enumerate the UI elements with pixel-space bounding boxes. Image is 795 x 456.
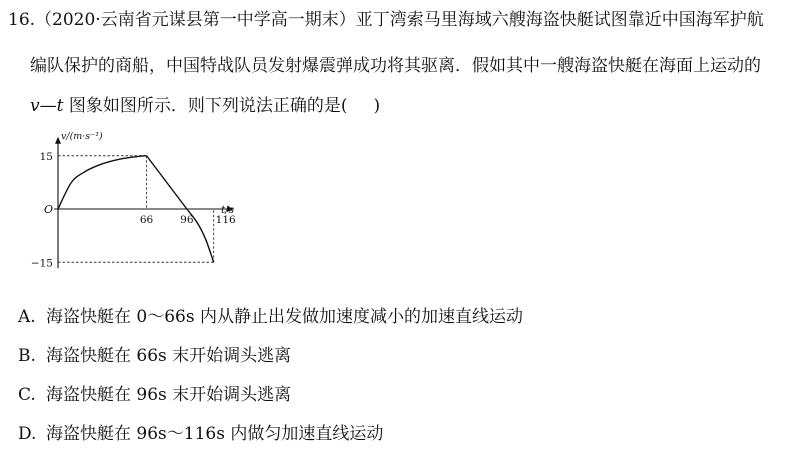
option-d-letter: D. [18, 424, 37, 444]
option-a-letter: A. [18, 307, 36, 327]
vt-graph [20, 128, 260, 270]
option-d-text: 海盗快艇在 96s～116s 内做匀加速直线运动 [46, 424, 384, 444]
question-line-3-close: ) [373, 96, 381, 116]
option-c-letter: C. [18, 385, 36, 405]
option-b[interactable] [18, 345, 291, 367]
option-b-text: 海盗快艇在 66s 末开始调头逃离 [46, 346, 292, 366]
x-tick-label: 116 [215, 214, 236, 226]
x-tick-label: 66 [139, 214, 154, 226]
question-line-3-text: 图象如图所示．则下列说法正确的是( [63, 96, 348, 116]
option-b-letter: B. [18, 346, 36, 366]
question-line-1: 16.（2020·云南省元谋县第一中学高一期末）亚丁湾索马里海域六艘海盗快艇试图靠近中国海军护航 [8, 10, 764, 30]
vt-graph-svg [20, 128, 260, 270]
x-tick-label: 96 [180, 214, 194, 226]
vt-variable: v—t [30, 96, 64, 116]
option-a[interactable] [18, 306, 523, 328]
option-d[interactable] [18, 423, 383, 445]
vt-curve-segment [58, 156, 147, 209]
option-a-text: 海盗快艇在 0～66s 内从静止出发做加速度减小的加速直线运动 [46, 307, 523, 327]
origin-label: O [44, 203, 54, 216]
vt-curve-segment [147, 156, 187, 209]
y-axis-label: v/(m·s⁻¹) [61, 130, 103, 142]
x-axis-label: t/s [221, 204, 235, 216]
question-line-3 [30, 95, 380, 117]
y-tick-label: 15 [39, 150, 53, 163]
question-line-2: 编队保护的商船，中国特战队员发射爆震弹成功将其驱离．假如其中一艘海盗快艇在海面上运动的 [30, 56, 761, 76]
option-c-text: 海盗快艇在 96s 末开始调头逃离 [46, 385, 292, 405]
y-tick-label: −15 [30, 257, 53, 270]
option-c[interactable] [18, 384, 291, 406]
